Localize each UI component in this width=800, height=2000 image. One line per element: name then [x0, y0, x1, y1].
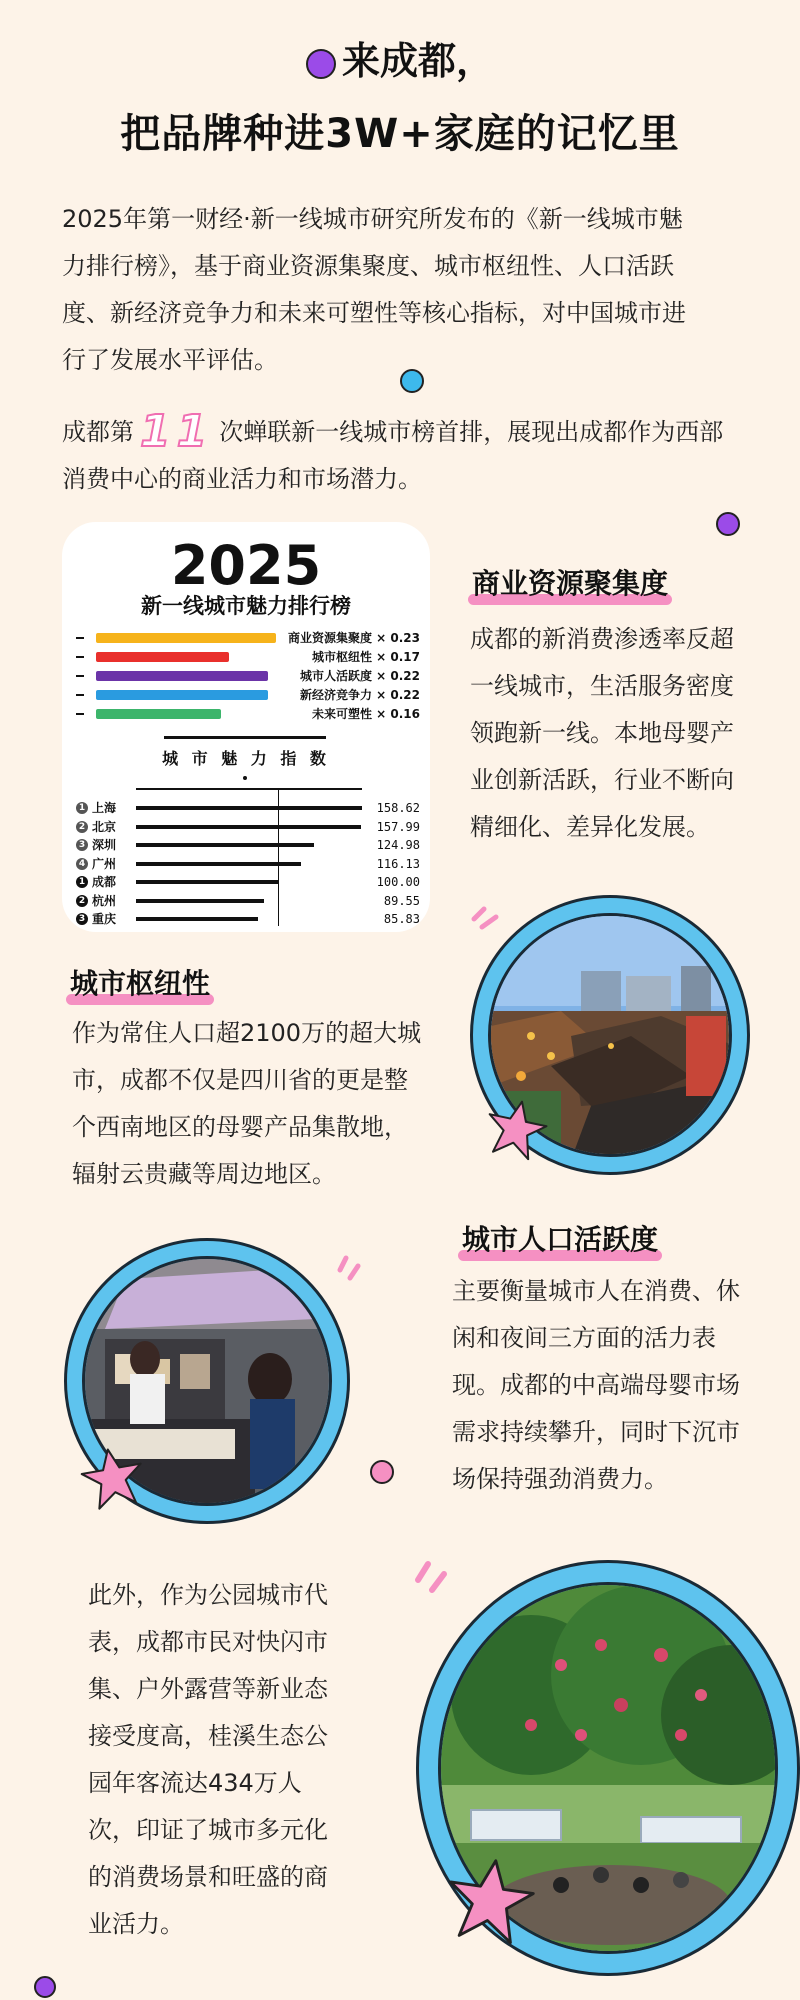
section2-paragraph — [72, 1010, 472, 1198]
city-value: 157.99 — [376, 819, 420, 834]
star-icon — [484, 1098, 548, 1162]
section1-line: 业创新活跃，行业不断向 — [470, 766, 734, 794]
accent-ticks-icon — [412, 1558, 452, 1598]
section4-line: 次，印证了城市多元化 — [88, 1816, 328, 1844]
weight-bar — [96, 709, 221, 719]
section4-line: 集、户外露营等新业态 — [88, 1675, 328, 1703]
section1-paragraph — [470, 616, 770, 851]
weight-bar — [96, 633, 276, 643]
city-rank-badge: 2 — [76, 821, 88, 833]
index-dot-icon — [243, 776, 247, 780]
rank-line-2: 消费中心的商业活力和市场潜力。 — [62, 465, 422, 493]
section1-line: 领跑新一线。本地母婴产 — [470, 719, 734, 747]
section4-line: 表，成都市民对快闪市 — [88, 1628, 328, 1656]
section4-line: 业活力。 — [88, 1910, 184, 1938]
city-name: 深圳 — [92, 838, 117, 852]
intro-line: 行了发展水平评估。 — [62, 346, 278, 374]
section4-line: 的消费场景和旺盛的商 — [88, 1863, 328, 1891]
weight-bar — [96, 690, 268, 700]
city-value: 158.62 — [376, 801, 420, 815]
weight-label: 新经济竞争力 × 0.22 — [299, 688, 420, 702]
city-rank-badge: 3 — [76, 913, 88, 925]
weight-dash — [76, 637, 84, 639]
city-list — [76, 800, 420, 930]
city-row — [76, 819, 420, 835]
intro-line: 力排行榜》，基于商业资源集聚度、城市枢纽性、人口活跃 — [62, 252, 674, 280]
section2-line: 作为常住人口超2100万的超大城 — [72, 1019, 422, 1047]
city-axis — [136, 788, 362, 790]
city-bar — [136, 862, 301, 866]
city-row — [76, 911, 420, 927]
star-icon — [80, 1446, 146, 1512]
weight-label: 城市枢纽性 × 0.17 — [311, 650, 420, 664]
city-bar — [136, 899, 264, 903]
city-row — [76, 874, 420, 890]
city-bar — [136, 825, 361, 829]
city-value: 116.13 — [376, 856, 420, 871]
title-line-1: 来成都， — [0, 30, 800, 85]
accent-ticks-icon — [334, 1254, 364, 1284]
index-title: 城 市 魅 力 指 数 — [162, 749, 330, 768]
section3-paragraph — [452, 1268, 782, 1503]
section4-line: 此外，作为公园城市代 — [88, 1581, 328, 1609]
city-name: 重庆 — [92, 912, 117, 926]
weight-label: 未来可塑性 × 0.16 — [311, 707, 420, 721]
city-name: 成都 — [92, 875, 117, 889]
section2-line: 市，成都不仅是四川省的更是整 — [72, 1066, 408, 1094]
city-name: 上海 — [92, 801, 117, 815]
weight-row — [76, 687, 420, 703]
weight-label: 城市人活跃度 × 0.22 — [299, 669, 420, 683]
weight-bar — [96, 671, 268, 681]
rank-number: 11 — [140, 406, 214, 457]
section4-line: 园年客流达434万人 — [88, 1769, 302, 1797]
section3-heading: 城市人口活跃度 — [462, 1218, 658, 1258]
purple-dot-icon — [716, 512, 740, 536]
city-bar — [136, 917, 258, 921]
section3-line: 场保持强劲消费力。 — [452, 1465, 668, 1493]
weight-row — [76, 649, 420, 665]
city-rank-badge: 1 — [76, 802, 88, 814]
rank-prefix: 成都第 — [62, 418, 134, 446]
city-value: 100.00 — [376, 875, 420, 889]
weight-dash — [76, 713, 84, 715]
cyan-dot-icon — [400, 369, 424, 393]
weight-dash — [76, 694, 84, 696]
title-line-2: 把品牌种进3W+家庭的记忆里 — [120, 111, 680, 157]
section2-heading: 城市枢纽性 — [70, 962, 210, 1002]
city-name: 北京 — [92, 819, 117, 834]
city-row — [76, 893, 420, 909]
weight-row — [76, 630, 420, 646]
city-value: 85.83 — [383, 912, 420, 926]
weight-row — [76, 668, 420, 684]
section2-line: 辐射云贵藏等周边地区。 — [72, 1160, 336, 1188]
ranking-year: 2025 — [170, 534, 322, 597]
ranking-card — [62, 522, 430, 932]
city-row — [76, 856, 420, 872]
city-rank-badge: 2 — [76, 895, 88, 907]
city-bar — [136, 880, 278, 884]
weight-dash — [76, 656, 84, 658]
weight-dash — [76, 675, 84, 677]
section4-paragraph — [88, 1572, 378, 1948]
weight-bar — [96, 652, 229, 662]
index-rule — [164, 736, 326, 739]
section1-line: 一线城市，生活服务密度 — [470, 672, 734, 700]
weight-label: 商业资源集聚度 × 0.23 — [287, 631, 420, 645]
rank-suffix: 次蝉联新一线城市榜首排，展现出成都作为西部 — [219, 418, 724, 446]
city-bar — [136, 843, 314, 847]
purple-dot-icon — [34, 1976, 56, 1998]
city-rank-badge: 4 — [76, 858, 88, 870]
city-row — [76, 800, 420, 816]
ranking-subtitle: 新一线城市魅力排行榜 — [141, 594, 351, 618]
city-row — [76, 837, 420, 853]
section3-line: 现。成都的中高端母婴市场 — [452, 1371, 740, 1399]
city-value: 124.98 — [376, 838, 420, 852]
pink-dot-icon — [370, 1460, 394, 1484]
section3-line: 主要衡量城市人在消费、休 — [452, 1277, 740, 1305]
section1-line: 精细化、差异化发展。 — [470, 813, 710, 841]
section2-line: 个西南地区的母婴产品集散地， — [72, 1113, 408, 1141]
purple-dot-icon — [306, 49, 336, 79]
city-value: 89.55 — [383, 893, 420, 908]
rank-paragraph — [62, 408, 782, 503]
weight-row — [76, 706, 420, 722]
intro-line: 2025年第一财经·新一线城市研究所发布的《新一线城市魅 — [62, 205, 683, 233]
section1-heading: 商业资源聚集度 — [472, 562, 668, 602]
city-name: 广州 — [92, 856, 117, 871]
section4-line: 接受度高，桂溪生态公 — [88, 1722, 328, 1750]
intro-line: 度、新经济竞争力和未来可塑性等核心指标，对中国城市进 — [62, 299, 686, 327]
intro-paragraph — [62, 196, 762, 384]
city-bar — [136, 806, 362, 810]
city-rank-badge: 1 — [76, 876, 88, 888]
section1-line: 成都的新消费渗透率反超 — [470, 625, 734, 653]
city-name: 杭州 — [92, 893, 117, 908]
section3-line: 需求持续攀升，同时下沉市 — [452, 1418, 740, 1446]
star-icon — [444, 1856, 536, 1948]
city-rank-badge: 3 — [76, 839, 88, 851]
accent-ticks-icon — [470, 905, 502, 935]
section3-line: 闲和夜间三方面的活力表 — [452, 1324, 716, 1352]
